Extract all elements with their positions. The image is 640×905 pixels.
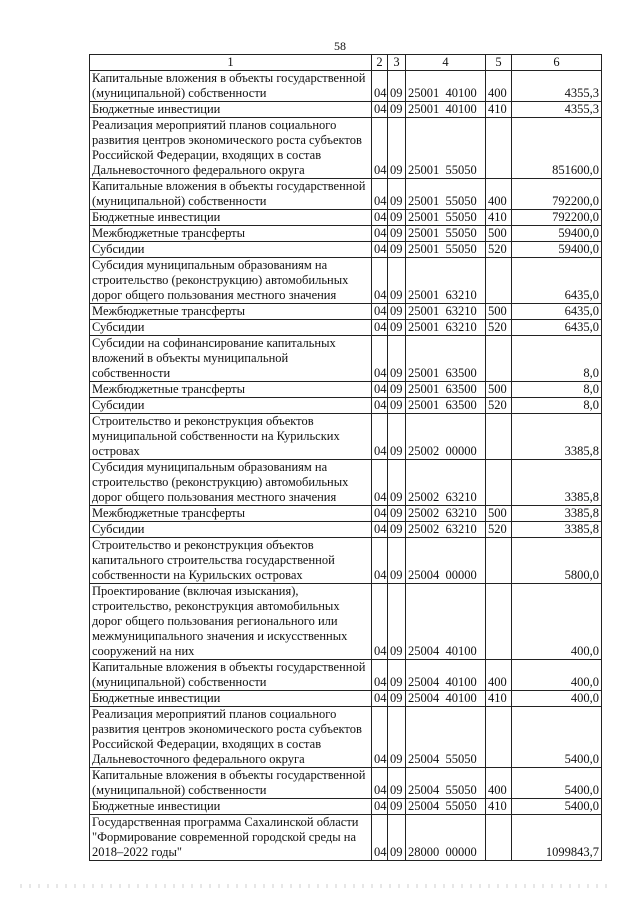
expense-type-code-cell: 410 [486, 210, 512, 226]
amount-cell: 4355,3 [512, 102, 602, 118]
table-row [90, 179, 602, 210]
amount-cell: 8,0 [512, 382, 602, 398]
target-article-code-cell: 25001 63210 [406, 258, 486, 304]
amount-cell: 5400,0 [512, 707, 602, 768]
table-row [90, 460, 602, 506]
table-row [90, 584, 602, 660]
item-name-cell: Межбюджетные трансферты [90, 226, 372, 242]
table-row [90, 102, 602, 118]
subsection-code-cell: 09 [388, 584, 406, 660]
column-header: 3 [388, 55, 406, 71]
target-article-code-cell: 25001 63500 [406, 382, 486, 398]
item-name-cell: Капитальные вложения в объекты государственной (муниципальной) собственности [90, 179, 372, 210]
target-article-code-cell: 25002 63210 [406, 506, 486, 522]
expense-type-code-cell [486, 538, 512, 584]
expense-type-code-cell: 520 [486, 242, 512, 258]
table-row [90, 414, 602, 460]
subsection-code-cell: 09 [388, 320, 406, 336]
item-name-cell: Межбюджетные трансферты [90, 304, 372, 320]
item-name-cell: Реализация мероприятий планов социального развития центров экономического роста субъектов Российской Федерации, входящих в состав Дальневосточного федерального округа [90, 707, 372, 768]
expense-type-code-cell: 500 [486, 304, 512, 320]
subsection-code-cell: 09 [388, 799, 406, 815]
table-row [90, 242, 602, 258]
table-row [90, 506, 602, 522]
table-row [90, 660, 602, 691]
target-article-code-cell: 25001 63500 [406, 336, 486, 382]
amount-cell: 400,0 [512, 691, 602, 707]
item-name-cell: Капитальные вложения в объекты государственной (муниципальной) собственности [90, 71, 372, 102]
subsection-code-cell: 09 [388, 414, 406, 460]
section-code-cell: 04 [372, 815, 388, 861]
item-name-cell: Субсидия муниципальным образованиям на строительство (реконструкцию) автомобильных дорог общего пользования местного значения [90, 460, 372, 506]
amount-cell: 3385,8 [512, 414, 602, 460]
subsection-code-cell: 09 [388, 691, 406, 707]
item-name-cell: Субсидии [90, 320, 372, 336]
scan-artifact [20, 884, 610, 888]
target-article-code-cell: 25001 63500 [406, 398, 486, 414]
amount-cell: 5400,0 [512, 799, 602, 815]
section-code-cell: 04 [372, 691, 388, 707]
section-code-cell: 04 [372, 538, 388, 584]
table-row [90, 210, 602, 226]
target-article-code-cell: 25001 55050 [406, 179, 486, 210]
section-code-cell: 04 [372, 242, 388, 258]
target-article-code-cell: 25001 63210 [406, 304, 486, 320]
target-article-code-cell: 25004 00000 [406, 538, 486, 584]
section-code-cell: 04 [372, 336, 388, 382]
item-name-cell: Проектирование (включая изыскания), строительство, реконструкция автомобильных дорог общего пользования регионального или межмуниципального значения и искусственных сооружений на них [90, 584, 372, 660]
section-code-cell: 04 [372, 398, 388, 414]
expense-type-code-cell [486, 336, 512, 382]
target-article-code-cell: 28000 00000 [406, 815, 486, 861]
table-row [90, 382, 602, 398]
amount-cell: 59400,0 [512, 242, 602, 258]
amount-cell: 59400,0 [512, 226, 602, 242]
expense-type-code-cell: 520 [486, 398, 512, 414]
subsection-code-cell: 09 [388, 660, 406, 691]
amount-cell: 6435,0 [512, 258, 602, 304]
subsection-code-cell: 09 [388, 258, 406, 304]
section-code-cell: 04 [372, 71, 388, 102]
subsection-code-cell: 09 [388, 398, 406, 414]
section-code-cell: 04 [372, 414, 388, 460]
section-code-cell: 04 [372, 707, 388, 768]
item-name-cell: Субсидии [90, 398, 372, 414]
section-code-cell: 04 [372, 460, 388, 506]
item-name-cell: Бюджетные инвестиции [90, 210, 372, 226]
expense-type-code-cell: 500 [486, 226, 512, 242]
item-name-cell: Государственная программа Сахалинской области "Формирование современной городской среды на 2018–2022 годы" [90, 815, 372, 861]
table-row [90, 522, 602, 538]
subsection-code-cell: 09 [388, 118, 406, 179]
column-header: 1 [90, 55, 372, 71]
amount-cell: 792200,0 [512, 210, 602, 226]
section-code-cell: 04 [372, 660, 388, 691]
expense-type-code-cell: 500 [486, 506, 512, 522]
section-code-cell: 04 [372, 522, 388, 538]
target-article-code-cell: 25001 40100 [406, 71, 486, 102]
amount-cell: 3385,8 [512, 522, 602, 538]
item-name-cell: Субсидии на софинансирование капитальных вложений в объекты муниципальной собственности [90, 336, 372, 382]
section-code-cell: 04 [372, 584, 388, 660]
expense-type-code-cell: 410 [486, 102, 512, 118]
subsection-code-cell: 09 [388, 768, 406, 799]
amount-cell: 400,0 [512, 660, 602, 691]
item-name-cell: Капитальные вложения в объекты государственной (муниципальной) собственности [90, 768, 372, 799]
section-code-cell: 04 [372, 304, 388, 320]
item-name-cell: Капитальные вложения в объекты государственной (муниципальной) собственности [90, 660, 372, 691]
section-code-cell: 04 [372, 258, 388, 304]
expense-type-code-cell: 400 [486, 71, 512, 102]
item-name-cell: Строительство и реконструкция объектов муниципальной собственности на Курильских островах [90, 414, 372, 460]
target-article-code-cell: 25004 40100 [406, 584, 486, 660]
amount-cell: 1099843,7 [512, 815, 602, 861]
target-article-code-cell: 25002 63210 [406, 522, 486, 538]
table-row [90, 320, 602, 336]
subsection-code-cell: 09 [388, 336, 406, 382]
subsection-code-cell: 09 [388, 460, 406, 506]
subsection-code-cell: 09 [388, 707, 406, 768]
column-header: 2 [372, 55, 388, 71]
item-name-cell: Субсидия муниципальным образованиям на строительство (реконструкцию) автомобильных дорог общего пользования местного значения [90, 258, 372, 304]
subsection-code-cell: 09 [388, 522, 406, 538]
section-code-cell: 04 [372, 226, 388, 242]
budget-table [89, 54, 602, 861]
expense-type-code-cell [486, 584, 512, 660]
target-article-code-cell: 25004 40100 [406, 660, 486, 691]
target-article-code-cell: 25001 63210 [406, 320, 486, 336]
amount-cell: 3385,8 [512, 460, 602, 506]
expense-type-code-cell: 520 [486, 320, 512, 336]
item-name-cell: Бюджетные инвестиции [90, 691, 372, 707]
table-body [90, 71, 602, 861]
item-name-cell: Строительство и реконструкция объектов капитального строительства государственной собственности на Курильских островах [90, 538, 372, 584]
section-code-cell: 04 [372, 320, 388, 336]
item-name-cell: Бюджетные инвестиции [90, 102, 372, 118]
subsection-code-cell: 09 [388, 815, 406, 861]
amount-cell: 5400,0 [512, 768, 602, 799]
table-row [90, 691, 602, 707]
table-row [90, 336, 602, 382]
table-row [90, 71, 602, 102]
amount-cell: 3385,8 [512, 506, 602, 522]
amount-cell: 792200,0 [512, 179, 602, 210]
item-name-cell: Субсидии [90, 242, 372, 258]
amount-cell: 6435,0 [512, 304, 602, 320]
expense-type-code-cell: 500 [486, 382, 512, 398]
table-row [90, 815, 602, 861]
expense-type-code-cell: 410 [486, 799, 512, 815]
target-article-code-cell: 25002 63210 [406, 460, 486, 506]
subsection-code-cell: 09 [388, 538, 406, 584]
subsection-code-cell: 09 [388, 506, 406, 522]
expense-type-code-cell: 400 [486, 179, 512, 210]
target-article-code-cell: 25004 40100 [406, 691, 486, 707]
expense-type-code-cell [486, 707, 512, 768]
amount-cell: 851600,0 [512, 118, 602, 179]
amount-cell: 5800,0 [512, 538, 602, 584]
table-header-row [90, 55, 602, 71]
subsection-code-cell: 09 [388, 210, 406, 226]
target-article-code-cell: 25004 55050 [406, 707, 486, 768]
target-article-code-cell: 25001 40100 [406, 102, 486, 118]
subsection-code-cell: 09 [388, 102, 406, 118]
column-header: 4 [406, 55, 486, 71]
subsection-code-cell: 09 [388, 382, 406, 398]
item-name-cell: Межбюджетные трансферты [90, 382, 372, 398]
item-name-cell: Субсидии [90, 522, 372, 538]
table-row [90, 304, 602, 320]
section-code-cell: 04 [372, 118, 388, 179]
page-number: 58 [334, 39, 346, 53]
section-code-cell: 04 [372, 768, 388, 799]
target-article-code-cell: 25004 55050 [406, 768, 486, 799]
table-row [90, 799, 602, 815]
target-article-code-cell: 25001 55050 [406, 226, 486, 242]
section-code-cell: 04 [372, 506, 388, 522]
amount-cell: 4355,3 [512, 71, 602, 102]
table-row [90, 707, 602, 768]
target-article-code-cell: 25001 55050 [406, 118, 486, 179]
section-code-cell: 04 [372, 210, 388, 226]
table-row [90, 118, 602, 179]
expense-type-code-cell: 520 [486, 522, 512, 538]
expense-type-code-cell: 400 [486, 768, 512, 799]
expense-type-code-cell [486, 460, 512, 506]
item-name-cell: Бюджетные инвестиции [90, 799, 372, 815]
item-name-cell: Реализация мероприятий планов социального развития центров экономического роста субъектов Российской Федерации, входящих в состав Дальневосточного федерального округа [90, 118, 372, 179]
table-row [90, 538, 602, 584]
table-row [90, 226, 602, 242]
expense-type-code-cell: 400 [486, 660, 512, 691]
amount-cell: 6435,0 [512, 320, 602, 336]
expense-type-code-cell [486, 118, 512, 179]
amount-cell: 8,0 [512, 398, 602, 414]
section-code-cell: 04 [372, 102, 388, 118]
section-code-cell: 04 [372, 179, 388, 210]
subsection-code-cell: 09 [388, 71, 406, 102]
expense-type-code-cell [486, 815, 512, 861]
column-header: 6 [512, 55, 602, 71]
subsection-code-cell: 09 [388, 304, 406, 320]
target-article-code-cell: 25004 55050 [406, 799, 486, 815]
subsection-code-cell: 09 [388, 179, 406, 210]
table-row [90, 398, 602, 414]
subsection-code-cell: 09 [388, 226, 406, 242]
target-article-code-cell: 25001 55050 [406, 210, 486, 226]
amount-cell: 400,0 [512, 584, 602, 660]
amount-cell: 8,0 [512, 336, 602, 382]
section-code-cell: 04 [372, 382, 388, 398]
item-name-cell: Межбюджетные трансферты [90, 506, 372, 522]
target-article-code-cell: 25002 00000 [406, 414, 486, 460]
section-code-cell: 04 [372, 799, 388, 815]
subsection-code-cell: 09 [388, 242, 406, 258]
table-row [90, 258, 602, 304]
expense-type-code-cell: 410 [486, 691, 512, 707]
column-header: 5 [486, 55, 512, 71]
expense-type-code-cell [486, 414, 512, 460]
target-article-code-cell: 25001 55050 [406, 242, 486, 258]
table-row [90, 768, 602, 799]
expense-type-code-cell [486, 258, 512, 304]
